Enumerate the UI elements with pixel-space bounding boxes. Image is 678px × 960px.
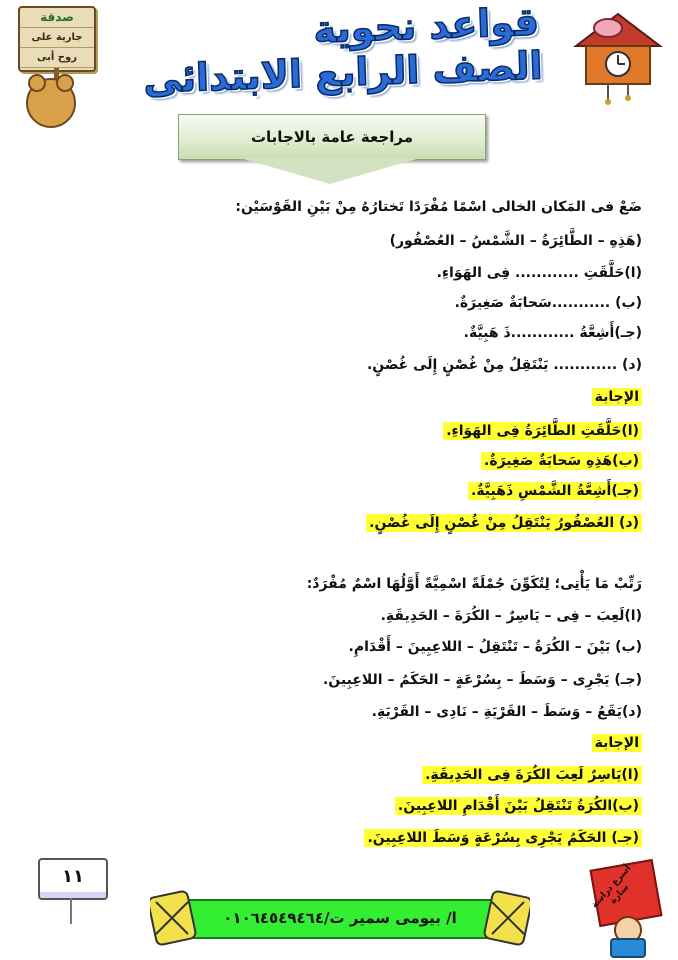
sign-line-2: جارية على [20, 28, 94, 48]
q2-answer-label: الإجابة [592, 734, 642, 752]
q1-item-d: (د) ............ يَنْتَقِلُ مِنْ غُصْنٍ إِلَى غُصْنٍ. [366, 357, 642, 373]
q1-item-c: (جـ)أَشِعَّةُ ............ذَ هَبِيَّةٌ. [463, 325, 642, 341]
title-line-1: قواعد نحوية [312, 0, 540, 52]
q1-answer-d: (د) العُصْفُورُ يَنْتَقِلُ مِنْ غُصْنٍ إِلَى غُصْنٍ. [366, 514, 642, 532]
page-number-stem [70, 898, 72, 924]
kid-with-sign-illustration [580, 860, 664, 956]
q1-answer-b: (ب)هَذِهِ سَحابَةٌ صَغِيرَةٌ. [481, 452, 642, 470]
memorial-sign [18, 6, 98, 126]
q1-answer-c: (جـ)أَشِعَّةُ الشَّمْسِ ذَهَبِيَّةٌ. [468, 482, 642, 500]
author-scroll [150, 888, 530, 948]
q1-item-a: (ا)حَلَّقَتِ ............ فِى الهَوَاءِ. [436, 265, 642, 281]
bear-illustration [26, 78, 76, 128]
q1-answer-a: (ا)حَلَّقَتِ الطَّائِرَةُ فِى الهَوَاءِ. [443, 422, 642, 440]
q1-instruction: ضَعْ فى المَكان الخالى اسْمًا مُفْرَدًا تَختارُهُ مِنْ بَيْنِ القَوْسَيْن: [235, 199, 642, 215]
q2-answer-c: (جـ) الحَكَمُ يَجْرِى بِسُرْعَةٍ وَسَطَ اللاعِبِينَ. [364, 829, 642, 847]
q2-item-c: (جـ) يَجْرِى – وَسَطَ – بِسُرْعَةٍ – الحَكَمُ – اللاعِبِينَ. [322, 672, 642, 688]
author-credit: ا/ بيومى سمير ت/٠١٠٦٤٥٤٩٤٦٤ [223, 909, 457, 927]
sign-line-1: صدقة [20, 8, 94, 28]
page-number-box: ١١ [38, 858, 108, 900]
q1-choices: (هَذِهِ – الطَّائِرَةُ – الشَّمْسُ – العُصْفُور) [389, 233, 642, 249]
q1-item-b: (ب) ...........سَحابَةٌ صَغِيرَةٌ. [454, 295, 642, 311]
q2-item-a: (ا)لَعِبَ – فِى – يَاسِرٌ – الكُرَةَ – الحَدِيقَةِ. [380, 608, 642, 624]
title-line-2: الصف الرابع الابتدائى [142, 43, 544, 102]
cuckoo-clock-illustration [568, 6, 668, 106]
banner-arrow [240, 158, 420, 184]
badge-text: أسرع دراسة سارة [589, 863, 634, 911]
page-title [108, 0, 551, 111]
q2-answer-b: (ب)الكُرَةُ تَنْتَقِلُ بَيْنَ أَقْدَامِ اللاعِبِينَ. [395, 797, 642, 815]
sign-board [18, 6, 96, 72]
q1-answer-label: الإجابة [592, 388, 642, 406]
q2-instruction: رَتِّبْ مَا يَأْتِى؛ لِتُكَوِّنَ جُمْلَةً اسْمِيَّةً أَوَّلُهَا اسْمٌ مُفْرَدٌ: [306, 576, 642, 592]
kid-body [610, 938, 646, 958]
sign-line-3: روح أبى [20, 48, 94, 68]
q2-item-b: (ب) بَيْنَ – الكُرَةُ – تَنْتَقِلُ – اللاعِبِينَ – أَقْدَامِ. [348, 639, 642, 655]
q2-item-d: (د)يَقَعُ – وَسَطَ – القَرْيَةِ – نَادِى – القَرْيَةِ. [371, 704, 642, 720]
section-banner: مراجعة عامة بالاجابات [178, 114, 486, 160]
q2-answer-a: (ا)يَاسِرٌ لَعِبَ الكُرَةَ فِى الحَدِيقَةِ. [422, 766, 642, 784]
